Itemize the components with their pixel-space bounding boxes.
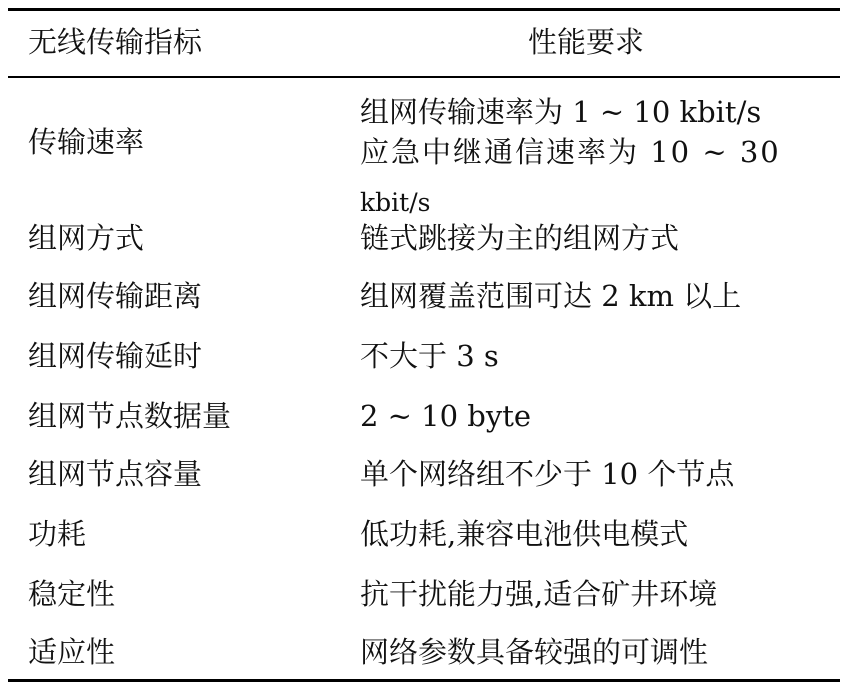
row-requirement: 2 ~ 10 byte	[360, 399, 532, 433]
top-rule	[8, 8, 840, 11]
row-metric: 传输速率	[28, 125, 145, 159]
row-requirement: 抗干扰能力强,适合矿井环境	[360, 577, 718, 611]
row-requirement: 网络参数具备较强的可调性	[360, 635, 709, 669]
requirement-line: 组网传输速率为 1 ~ 10 kbit/s	[360, 95, 762, 129]
header-metric: 无线传输指标	[28, 25, 203, 59]
row-requirement: 单个网络组不少于 10 个节点	[360, 457, 735, 491]
header-rule	[8, 76, 840, 78]
row-requirement: 链式跳接为主的组网方式	[360, 221, 680, 255]
row-requirement: 低功耗,兼容电池供电模式	[360, 517, 689, 551]
bottom-rule	[8, 679, 840, 682]
row-metric: 适应性	[28, 635, 116, 669]
row-metric: 组网节点数据量	[28, 399, 232, 433]
requirement-line: 应急中继通信速率为 10 ~ 30	[360, 135, 781, 169]
requirement-line: kbit/s	[360, 188, 431, 217]
row-metric: 组网方式	[28, 221, 145, 255]
row-metric: 组网节点容量	[28, 457, 203, 491]
row-requirement: 组网覆盖范围可达 2 km 以上	[360, 279, 742, 313]
row-metric: 稳定性	[28, 577, 116, 611]
row-requirement: 不大于 3 s	[360, 339, 499, 373]
header-requirement: 性能要求	[528, 25, 645, 59]
row-metric: 组网传输延时	[28, 339, 203, 373]
row-metric: 功耗	[28, 517, 87, 551]
row-metric: 组网传输距离	[28, 279, 203, 313]
